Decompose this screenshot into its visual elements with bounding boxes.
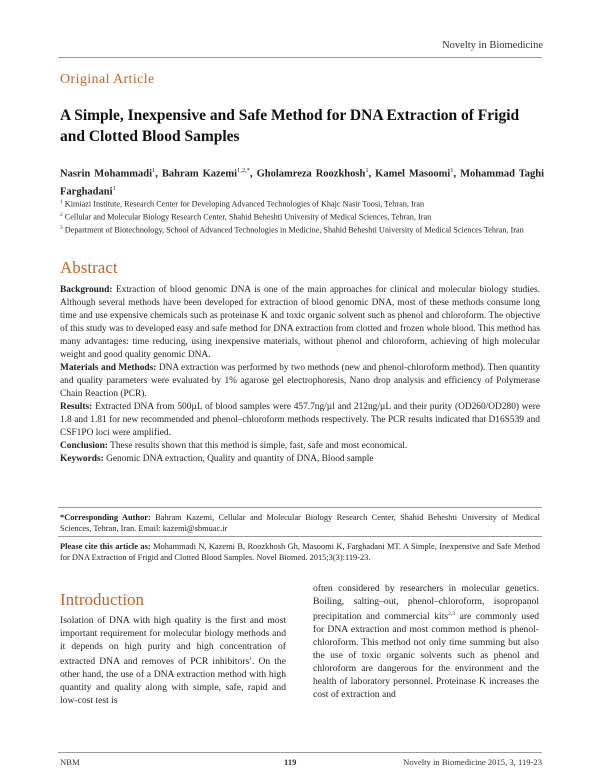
abstract-methods: Materials and Methods: DNA extraction was performed by two methods (new and phenol-chloroform method). Then quantity and quality parameters were evaluated by 1% agarose gel electrophoresis, Nano drop analysis and efficiency of Polymerase Chain Reaction (PCR). bbox=[60, 363, 540, 399]
footer-journal-abbrev: NBM bbox=[60, 757, 80, 767]
author-affiliation-mark: 1 bbox=[365, 167, 369, 174]
author-affiliation-mark: 1 bbox=[152, 167, 156, 174]
introduction-heading: Introduction bbox=[60, 590, 145, 609]
author-list: Nasrin Mohammadi$^1$, Bahram Kazemi$^{1,2,*}$, Gholamreza Roozkhosh$^1$, Kamel Masoomi$^1$, Mohammad Taghi Farghadani$^1$ bbox=[60, 167, 544, 197]
author-affiliation-mark: 1,2,* bbox=[236, 167, 250, 174]
abstract-background: Background: Extraction of blood genomic DNA is one of the main approaches for clinical and molecular biology studies. Although several methods have been developed for extraction of blood genomic DNA, most of these methods consume long time and use expensive chemicals such as proteinase K and toxic organic solvent such as phenol and chloroform. The objective of this study was to developed easy and safe method for DNA extraction from clotted and frozen whole blood. This method has many advantages: time reducing, using inexpensive materials, without phenol and chloroform, achieving of high molecular weight and good quality genomic DNA. bbox=[60, 285, 540, 360]
citation-note: Please cite this article as: Mohammadi N, Kazemi B, Roozkhosh Gh, Masoomi K, Farghadani MT. A Simple, Inexpensive and Safe Method for DNA Extraction of Frigid and Clotted Blood Samples. Novel Biomed. 2015;3(3):119-23. bbox=[60, 542, 540, 562]
author-name: Nasrin Mohammadi bbox=[60, 168, 153, 180]
corresponding-author: *Corresponding Author: Bahram Kazemi, Cellular and Molecular Biology Research Center, Shahid Beheshti University of Medical Sciences, Tehran, Iran. Email: kazemi@sbmuac.ir bbox=[60, 513, 540, 533]
abstract-body bbox=[60, 284, 540, 466]
citation-divider bbox=[58, 536, 542, 537]
affiliation-item: $^2$ Cellular and Molecular Biology Research Center, Shahid Beheshti University of Medical Sciences, Tehran, Iran bbox=[60, 212, 432, 222]
journal-header: Novelty in Biomedicine bbox=[442, 40, 543, 51]
footer-divider bbox=[58, 752, 542, 753]
article-type: Original Article bbox=[60, 72, 155, 87]
abstract-keywords: Keywords: Genomic DNA extraction, Quality and quantity of DNA, Blood sample bbox=[60, 454, 374, 464]
abstract-divider bbox=[58, 507, 542, 508]
page-number: 119 bbox=[284, 757, 297, 767]
affiliation-item: $^3$ Department of Biotechnology, School of Advanced Technologies in Medicine, Shahid Beheshti University of Medical Sciences Tehran, Iran bbox=[60, 225, 524, 236]
header-divider bbox=[58, 57, 542, 58]
author-name: Kamel Masoomi bbox=[375, 168, 451, 180]
affiliation-list bbox=[60, 197, 544, 237]
abstract-results: Results: Extracted DNA from 500µL of blood samples were 457.7ng/µl and 212ng/µL and their purity (OD260/OD280) were 1.8 and 1.81 for new recommended and phenol–chloroform methods respectively. The PCR results indicated that D16S539 and CSF1PO loci were amplified. bbox=[60, 402, 541, 438]
author-name: Bahram Kazemi bbox=[161, 168, 237, 180]
intro-column-right: often considered by researchers in molecular genetics. Boiling, salting–out, phenol–chloroform, isopropanol precipitation and commercial kits$^{2,3}$ are commonly used for DNA extraction and most common method is phenol-chloroform. This method not only time summing but also the use of toxic organic solvents such as phenol and chloroform are dangerous for the environment and the health of laboratory personnel. Proteinase K increases the cost of extraction and bbox=[313, 583, 539, 701]
footer-citation: Novelty in Biomedicine 2015, 3, 119-23 bbox=[403, 757, 542, 767]
intro-column-left: Isolation of DNA with high quality is the first and most important requirement for molecular biology methods and it depends on high purity and high concentration of extracted DNA and removes of PCR inhibitors$^1$. On the other hand, the use of a DNA extraction method with high quantity and quality along with simple, safe, rapid and low-cost test is bbox=[60, 615, 286, 707]
author-name: Mohammad Taghi Farghadani bbox=[60, 168, 544, 197]
author-affiliation-mark: 1 bbox=[450, 167, 454, 174]
abstract-conclusion: Conclusion: These results shown that this method is simple, fast, safe and most economical. bbox=[60, 441, 408, 451]
affiliation-item: $^1$ Kimiazi Institute, Research Center for Developing Advanced Technologies of Khajc Nasir Toosi, Tehran, Iran bbox=[60, 199, 425, 209]
abstract-heading: Abstract bbox=[60, 258, 118, 277]
author-name: Gholamreza Roozkhosh bbox=[256, 168, 366, 180]
author-affiliation-mark: 1 bbox=[112, 184, 116, 192]
article-title: A Simple, Inexpensive and Safe Method for DNA Extraction of Frigid and Clotted Blood Samples bbox=[60, 107, 520, 145]
